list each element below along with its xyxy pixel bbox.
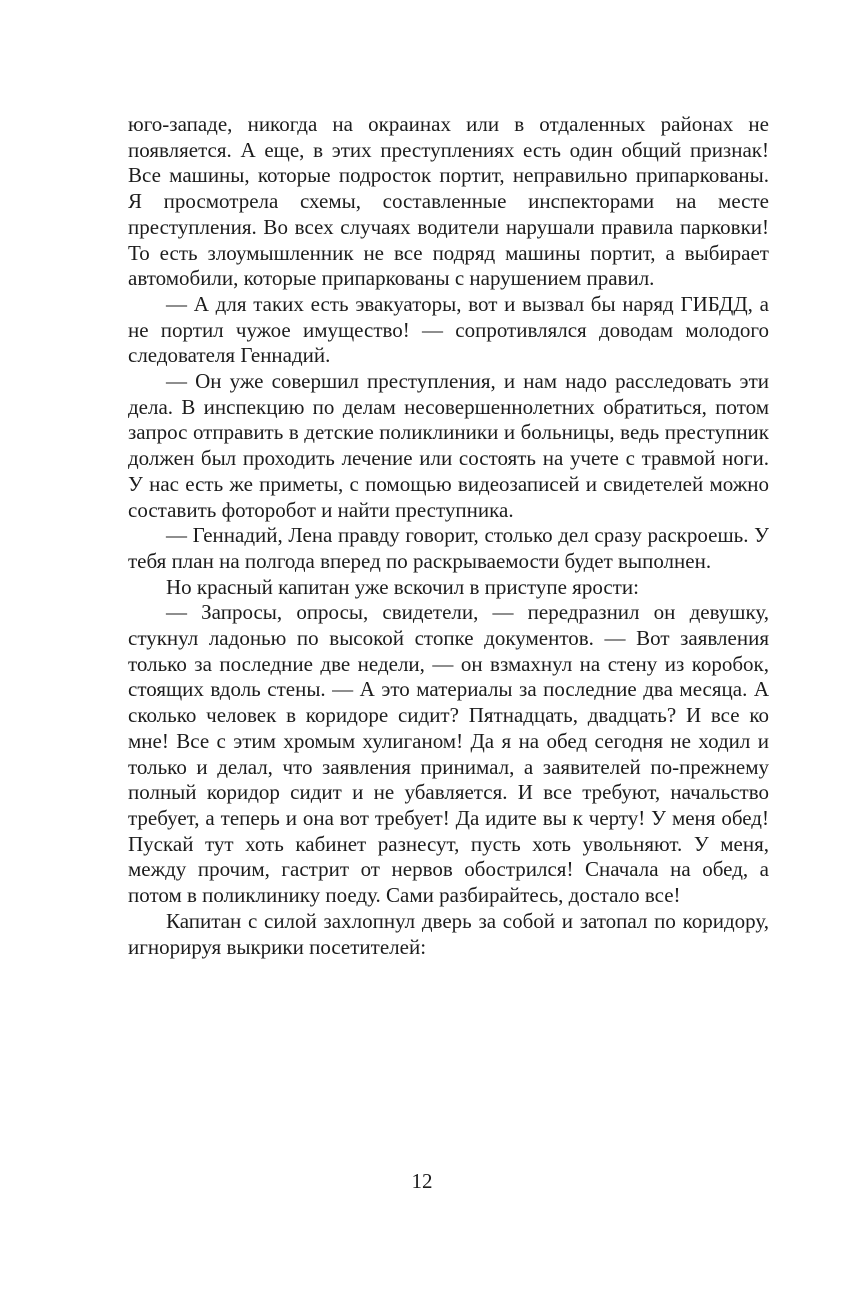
paragraph: юго-западе, никогда на окраинах или в отдаленных районах не появляется. А еще, в этих преступлениях есть один общий признак! Все машины, которые подросток портит, неправильно припаркованы. Я просмотрела схемы, составленные инспекторами на месте преступления. Во всех случаях водители нарушали правила парковки! То есть злоумышленник не все подряд машины портит, а выбирает автомобили, которые припаркованы с нарушением правил. [128,112,769,291]
page-text-block [128,112,769,960]
paragraph: — Геннадий, Лена правду говорит, столько дел сразу раскроешь. У тебя план на полгода вперед по раскрываемости будет выполнен. [128,523,769,573]
paragraph: — Запросы, опросы, свидетели, — передразнил он девушку, стукнул ладонью по высокой стопке документов. — Вот заявления только за последние две недели, — он взмахнул на стену из коробок, стоящих вдоль стены. — А это материалы за последние два месяца. А сколько человек в коридоре сидит? Пятнадцать, двадцать? И все ко мне! Все с этим хромым хулиганом! Да я на обед сегодня не ходил и только и делал, что заявления принимал, а заявителей по-прежнему полный коридор сидит и не убавляется. И все требуют, начальство требует, а теперь и она вот требует! Да идите вы к черту! У меня обед! Пускай тут хоть кабинет разнесут, пусть хоть увольняют. У меня, между прочим, гастрит от нервов обострился! Сначала на обед, а потом в поликлинику поеду. Сами разбирайтесь, достало все! [128,600,769,908]
paragraph: — А для таких есть эвакуаторы, вот и вызвал бы наряд ГИБДД, а не портил чужое имущество! — сопротивлялся доводам молодого следователя Геннадий. [128,291,769,368]
paragraph: Но красный капитан уже вскочил в приступе ярости: [166,574,639,599]
paragraph: Капитан с силой захлопнул дверь за собой и затопал по коридору, игнорируя выкрики посетителей: [128,908,769,959]
paragraph: — Он уже совершил преступления, и нам надо расследовать эти дела. В инспекцию по делам несовершеннолетних обратиться, потом запрос отправить в детские поликлиники и больницы, ведь преступник должен был проходить лечение или состоять на учете с травмой ноги. У нас есть же приметы, с помощью видеозаписей и свидетелей можно составить фоторобот и найти преступника. [128,369,769,522]
page-number: 12 [411,1169,433,1193]
